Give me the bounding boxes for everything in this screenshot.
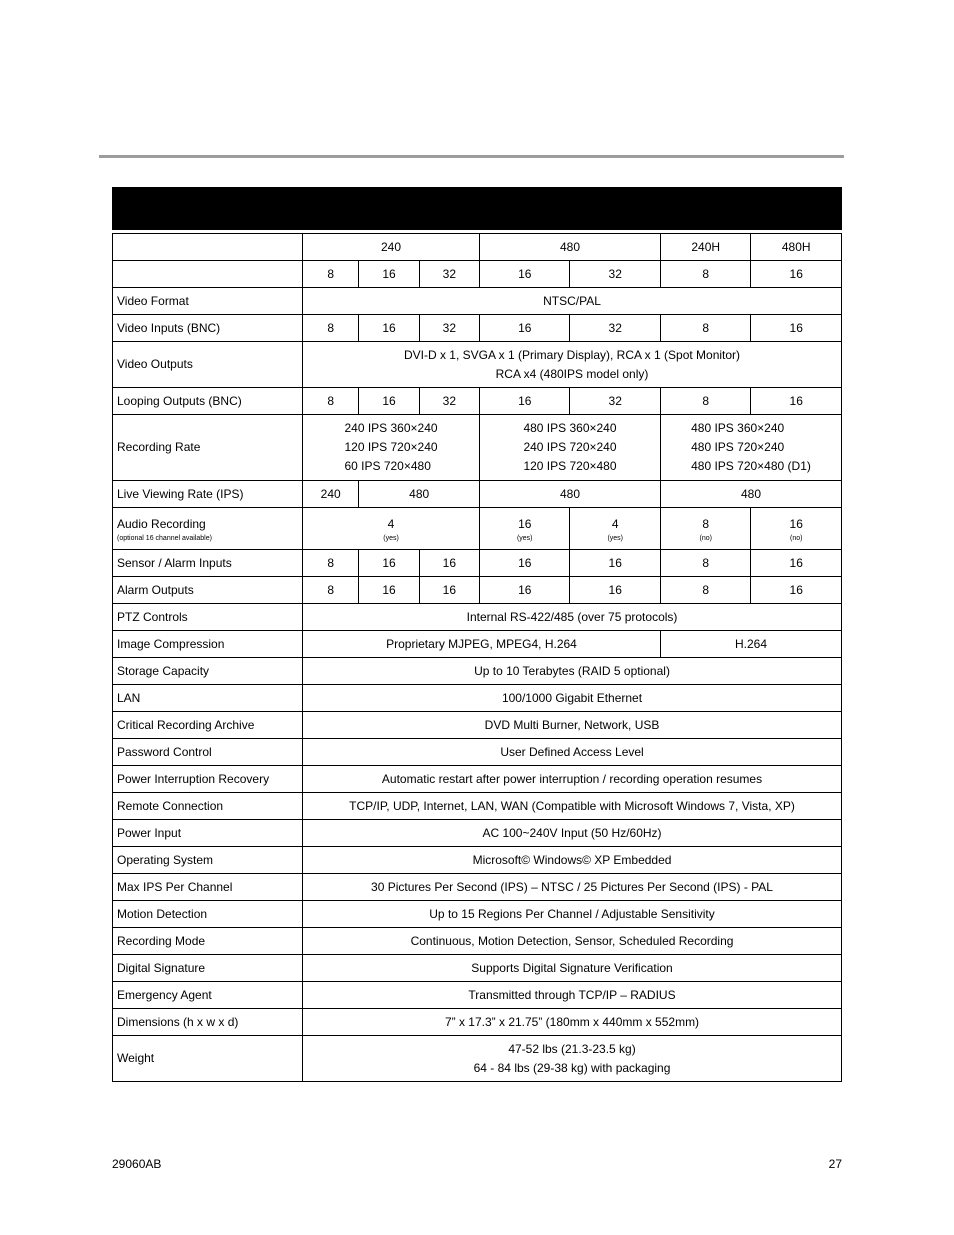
table-row [113,766,842,793]
row-value: 480 [359,481,480,508]
row-label-note: (optional 16 channel available) [117,534,212,542]
table-row [113,1036,842,1082]
row-value: 16 [751,550,842,577]
row-label: Recording Rate [113,415,303,481]
row-value: 8 [303,315,359,342]
row-value: AC 100~240V Input (50 Hz/60Hz) [303,820,842,847]
corner-cell [113,261,303,288]
row-value: Proprietary MJPEG, MPEG4, H.264 [303,631,661,658]
channel-cell: 32 [419,261,479,288]
model-480h: 480H [751,234,842,261]
table-row [113,820,842,847]
row-value: Automatic restart after power interruption / recording operation resumes [303,766,842,793]
row-label: Weight [113,1036,303,1082]
table-row [113,685,842,712]
row-value: 7” x 17.3” x 21.75” (180mm x 440mm x 552mm) [303,1009,842,1036]
row-value: 8 [303,550,359,577]
row-value: 16 [359,388,419,415]
channel-cell: 8 [660,261,750,288]
row-label: Motion Detection [113,901,303,928]
row-label: Power Input [113,820,303,847]
row-value: 16 [751,315,842,342]
value-main: 16 [518,516,532,531]
row-value [303,1036,842,1082]
row-value: User Defined Access Level [303,739,842,766]
row-value: 8 [660,550,750,577]
row-value [303,342,842,388]
row-label: Image Compression [113,631,303,658]
row-value: 16 [419,577,479,604]
row-label: Recording Mode [113,928,303,955]
row-value: Up to 10 Terabytes (RAID 5 optional) [303,658,842,685]
value-note: (no) [699,534,712,542]
row-value: 16 [751,388,842,415]
row-label: Power Interruption Recovery [113,766,303,793]
row-value: 16 [359,315,419,342]
channel-cell: 8 [303,261,359,288]
row-label: Password Control [113,739,303,766]
row-value: 16 [480,388,570,415]
table-row [113,1009,842,1036]
model-240: 240 [303,234,480,261]
row-value [303,415,480,481]
table-row [113,577,842,604]
row-value: 16 [480,550,570,577]
row-value: 8 [303,577,359,604]
row-value: 32 [419,315,479,342]
row-value [480,415,661,481]
row-value: H.264 [660,631,841,658]
row-value: 240 [303,481,359,508]
value-note: (yes) [383,534,399,542]
row-label: Dimensions (h x w x d) [113,1009,303,1036]
row-value: 32 [570,315,660,342]
row-label: Max IPS Per Channel [113,874,303,901]
row-value: 16 [751,577,842,604]
row-label: Video Format [113,288,303,315]
document-number: 29060AB [112,1157,162,1171]
table-row [113,847,842,874]
value-line: 480 IPS 720×240 [691,440,785,454]
table-row [113,481,842,508]
row-value: 16 [570,550,660,577]
row-label: Looping Outputs (BNC) [113,388,303,415]
value-note: (no) [790,534,803,542]
row-value: 480 [660,481,841,508]
row-value: 8 [660,315,750,342]
row-value: 32 [570,388,660,415]
value-main: 8 [702,516,710,531]
row-value [660,415,841,481]
row-label: Video Outputs [113,342,303,388]
row-label: Digital Signature [113,955,303,982]
table-row [113,793,842,820]
channel-cell: 16 [751,261,842,288]
value-main: 4 [611,516,619,531]
row-value: 16 [480,577,570,604]
row-value: Microsoft© Windows© XP Embedded [303,847,842,874]
row-value: DVD Multi Burner, Network, USB [303,712,842,739]
row-label-text: Audio Recording [117,516,206,531]
model-240h: 240H [660,234,750,261]
value-line: 60 IPS 720×480 [344,459,431,473]
table-row [113,982,842,1009]
row-label: Alarm Outputs [113,577,303,604]
row-value [480,508,570,550]
table-row [113,739,842,766]
row-label: Video Inputs (BNC) [113,315,303,342]
table-row [113,342,842,388]
channel-cell: 16 [359,261,419,288]
value-line: 120 IPS 720×480 [523,459,617,473]
table-row [113,631,842,658]
table-row [113,550,842,577]
value-line: 480 IPS 360×240 [523,421,617,435]
row-label: Remote Connection [113,793,303,820]
page-number: 27 [828,1157,842,1171]
row-value: 30 Pictures Per Second (IPS) – NTSC / 25 Pictures Per Second (IPS) - PAL [303,874,842,901]
row-value: 16 [359,577,419,604]
row-label [113,508,303,550]
specifications-table [112,233,842,1082]
row-value: 8 [303,388,359,415]
table-row [113,604,842,631]
row-value: 100/1000 Gigabit Ethernet [303,685,842,712]
row-value: NTSC/PAL [303,288,842,315]
row-value: Transmitted through TCP/IP – RADIUS [303,982,842,1009]
channel-header-row [113,261,842,288]
model-header-row [113,234,842,261]
row-value: Internal RS-422/485 (over 75 protocols) [303,604,842,631]
row-value: Continuous, Motion Detection, Sensor, Scheduled Recording [303,928,842,955]
table-row [113,415,842,481]
table-row [113,712,842,739]
value-line: 64 - 84 lbs (29-38 kg) with packaging [473,1060,671,1075]
value-line: 240 IPS 720×240 [523,440,617,454]
channel-cell: 16 [480,261,570,288]
row-value: TCP/IP, UDP, Internet, LAN, WAN (Compatible with Microsoft Windows 7, Vista, XP) [303,793,842,820]
table-row [113,658,842,685]
value-note: (yes) [607,534,623,542]
table-row [113,288,842,315]
row-value: Supports Digital Signature Verification [303,955,842,982]
table-row [113,874,842,901]
table-row [113,508,842,550]
row-value: 480 [480,481,661,508]
value-main: 16 [789,516,803,531]
table-row [113,955,842,982]
row-label: LAN [113,685,303,712]
row-value: 16 [480,315,570,342]
row-value [660,508,750,550]
row-label: Live Viewing Rate (IPS) [113,481,303,508]
row-value: Up to 15 Regions Per Channel / Adjustable Sensitivity [303,901,842,928]
value-note: (yes) [516,534,533,542]
row-value: 8 [660,577,750,604]
value-line: RCA x4 (480IPS model only) [495,366,649,381]
value-line: 480 IPS 720×480 (D1) [691,459,811,473]
row-value: 16 [570,577,660,604]
row-value: 16 [419,550,479,577]
table-row [113,928,842,955]
channel-cell: 32 [570,261,660,288]
corner-cell [113,234,303,261]
row-value: 8 [660,388,750,415]
row-label: Critical Recording Archive [113,712,303,739]
row-value [751,508,842,550]
header-rule [99,155,844,158]
model-480: 480 [480,234,661,261]
value-line: 480 IPS 360×240 [691,421,785,435]
value-main: 4 [387,516,395,531]
table-row [113,388,842,415]
table-row [113,901,842,928]
row-value [570,508,660,550]
value-line: DVI-D x 1, SVGA x 1 (Primary Display), RCA x 1 (Spot Monitor) [403,347,741,362]
table-row [113,315,842,342]
value-line: 120 IPS 720×240 [344,440,438,454]
value-line: 47-52 lbs (21.3-23.5 kg) [508,1041,636,1056]
row-label: Sensor / Alarm Inputs [113,550,303,577]
row-label: Storage Capacity [113,658,303,685]
row-label: Operating System [113,847,303,874]
value-line: 240 IPS 360×240 [344,421,438,435]
row-label: Emergency Agent [113,982,303,1009]
table-title-bar [112,187,842,230]
row-value [303,508,480,550]
row-label: PTZ Controls [113,604,303,631]
row-value: 16 [359,550,419,577]
row-value: 32 [419,388,479,415]
